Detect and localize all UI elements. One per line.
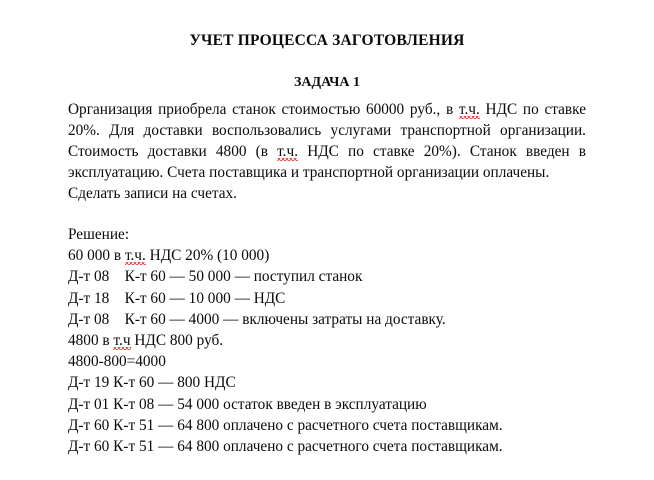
solution-entry-6: Д-т 60 К-т 51 — 64 800 оплачено с расчетного счета поставщикам. xyxy=(68,416,503,434)
document-title: УЧЕТ ПРОЦЕССА ЗАГОТОВЛЕНИЯ xyxy=(189,32,465,49)
solution-entry-7: Д-т 60 К-т 51 — 64 800 оплачено с расчетного счета поставщикам. xyxy=(68,438,503,456)
solution-line-6-suffix: НДС 800 руб. xyxy=(130,332,224,350)
problem-segment-2: НДС по ставке 20%. Для доставки воспользовались услугами транспортной организации. Стоимость доставки 4800 (в xyxy=(68,101,586,160)
problem-last-line: Сделать записи на счетах. xyxy=(68,185,237,202)
solution-line-2-suffix: НДС 20% (10 000) xyxy=(145,247,270,265)
solution-line-6-prefix: 4800 в xyxy=(68,332,114,350)
spellcheck-word-tch-1: т.ч. xyxy=(458,101,480,118)
solution-line-delivery-vat xyxy=(68,330,586,351)
problem-segment-3: НДС по ставке 20%). Станок введен в эксплуатацию. Счета поставщика и транспортной организации оплачены. xyxy=(68,143,586,181)
problem-segment-1: Организация приобрела станок стоимостью 60000 руб., в xyxy=(68,101,459,118)
solution-entry-3: Д-т 08 К-т 60 — 4000 — включены затраты на доставку. xyxy=(68,310,446,328)
solution-heading: Решение: xyxy=(68,226,130,243)
solution-entry-5: Д-т 01 К-т 08 — 54 000 остаток введен в эксплуатацию xyxy=(68,395,427,413)
solution-entry-1: Д-т 08 К-т 60 — 50 000 — поступил станок xyxy=(68,268,363,286)
solution-entry-2: Д-т 18 К-т 60 — 10 000 — НДС xyxy=(68,289,286,307)
spellcheck-word-tch-2: т.ч. xyxy=(277,143,299,160)
problem-statement xyxy=(68,93,586,204)
solution-line-vat-base xyxy=(68,245,586,266)
spellcheck-word-tch-3: т.ч. xyxy=(124,247,146,265)
task-heading: ЗАДАЧА 1 xyxy=(293,75,360,90)
spellcheck-word-tch-4: т.ч xyxy=(113,332,131,350)
solution-calculation: 4800-800=4000 xyxy=(68,353,166,371)
solution-entry-4: Д-т 19 К-т 60 — 800 НДС xyxy=(68,374,236,392)
solution-line-2-prefix: 60 000 в xyxy=(68,247,125,265)
solution-block xyxy=(68,204,586,457)
